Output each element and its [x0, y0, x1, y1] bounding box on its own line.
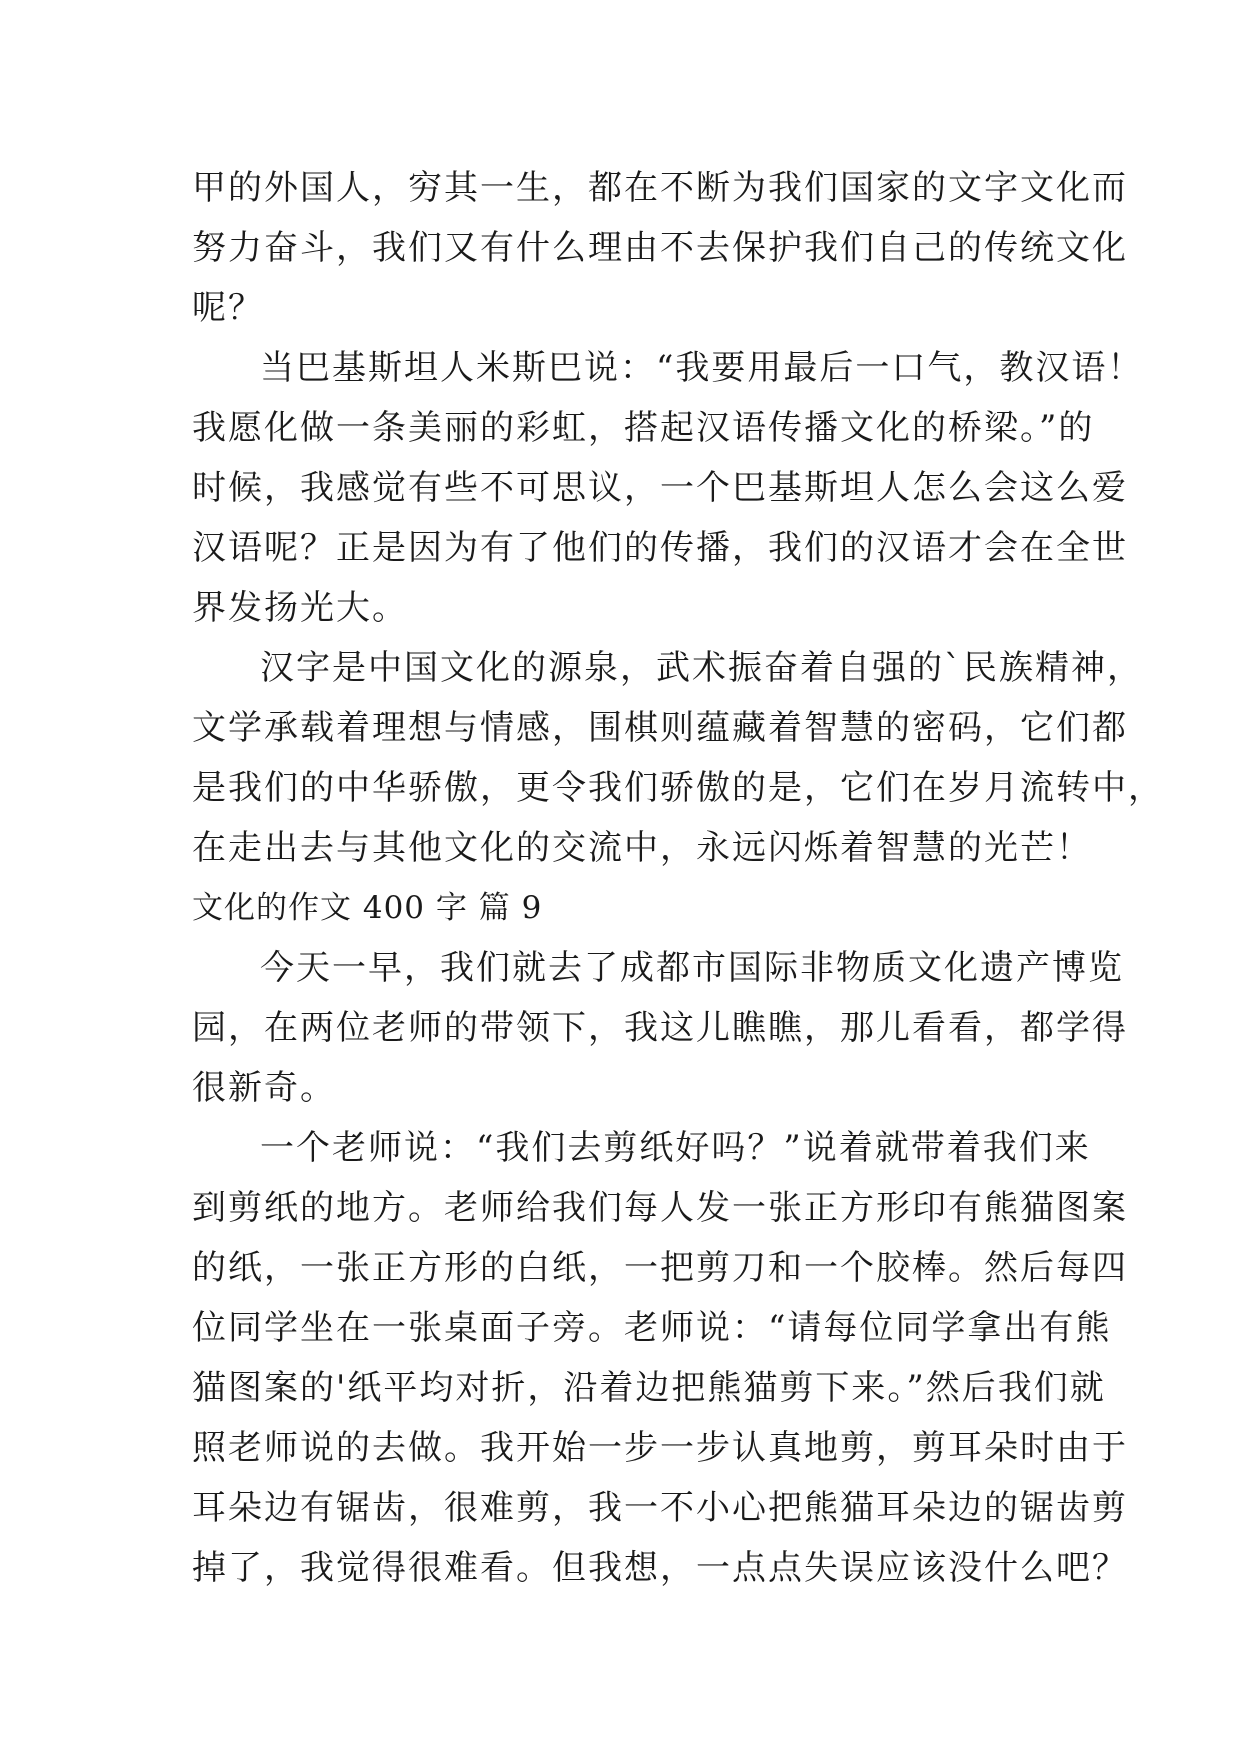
text-line: 园，在两位老师的带领下，我这儿瞧瞧，那儿看看，都学得: [192, 1008, 1128, 1048]
text-line: 汉语呢？正是因为有了他们的传播，我们的汉语才会在全世: [192, 528, 1128, 568]
text-line: 的纸，一张正方形的白纸，一把剪刀和一个胶棒。然后每四: [192, 1248, 1128, 1288]
text-line: 文学承载着理想与情感，围棋则蕴藏着智慧的密码，它们都: [192, 708, 1128, 748]
text-line: 我愿化做一条美丽的彩虹，搭起汉语传播文化的桥梁。”的: [192, 408, 1095, 448]
text-line: 甲的外国人，穷其一生，都在不断为我们国家的文字文化而: [192, 168, 1128, 208]
text-line: 呢？: [192, 288, 264, 328]
text-line: 在走出去与其他文化的交流中，永远闪烁着智慧的光芒！: [192, 828, 1092, 868]
paragraph-start-line: 今天一早，我们就去了成都市国际非物质文化遗产博览: [260, 948, 1124, 988]
text-line: 是我们的中华骄傲，更令我们骄傲的是，它们在岁月流转中，: [192, 768, 1164, 808]
text-line: 猫图案的'纸平均对折，沿着边把熊猫剪下来。”然后我们就: [192, 1368, 1106, 1408]
text-line: 掉了，我觉得很难看。但我想，一点点失误应该没什么吧？: [192, 1548, 1128, 1588]
text-line: 努力奋斗，我们又有什么理由不去保护我们自己的传统文化: [192, 228, 1128, 268]
text-line: 到剪纸的地方。老师给我们每人发一张正方形印有熊猫图案: [192, 1188, 1128, 1228]
text-line: 界发扬光大。: [192, 588, 408, 628]
paragraph-start-line: 一个老师说：“我们去剪纸好吗？”说着就带着我们来: [260, 1128, 1091, 1168]
text-line: 照老师说的去做。我开始一步一步认真地剪，剪耳朵时由于: [192, 1428, 1128, 1468]
text-line: 耳朵边有锯齿，很难剪，我一不小心把熊猫耳朵边的锯齿剪: [192, 1488, 1128, 1528]
text-line: 很新奇。: [192, 1068, 336, 1108]
paragraph-start-line: 当巴基斯坦人米斯巴说：“我要用最后一口气，教汉语！: [260, 348, 1144, 388]
section-heading: 文化的作文 400 字 篇 9: [192, 890, 543, 926]
essay-body: [192, 158, 1164, 1598]
text-line: 时候，我感觉有些不可思议，一个巴基斯坦人怎么会这么爱: [192, 468, 1128, 508]
text-line: 位同学坐在一张桌面子旁。老师说：“请每位同学拿出有熊: [192, 1308, 1112, 1348]
paragraph-start-line: 汉字是中国文化的源泉，武术振奋着自强的`民族精神，: [260, 648, 1143, 688]
